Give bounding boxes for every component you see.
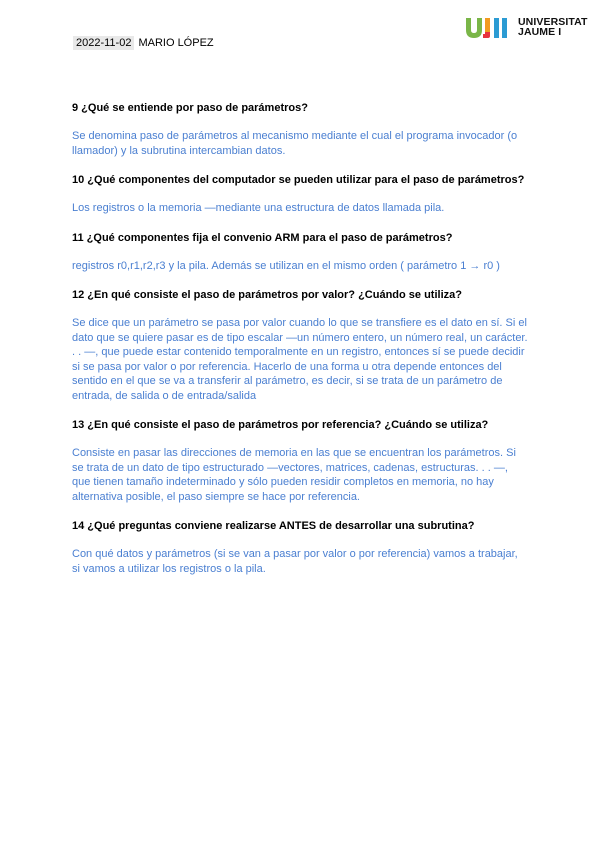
header-author: MARIO LÓPEZ	[138, 37, 214, 49]
answer-11: registros r0,r1,r2,r3 y la pila. Además se utilizan en el mismo orden ( parámetro 1 → r0 )	[72, 259, 500, 272]
document-header	[73, 36, 214, 50]
answer-9: Se denomina paso de parámetros al mecanismo mediante el cual el programa invocador (o llamador) y la subrutina intercambian datos.	[72, 130, 518, 157]
uji-logo-icon	[466, 16, 514, 38]
logo-line-1: UNIVERSITAT	[518, 16, 588, 28]
question-9: 9 ¿Qué se entiende por paso de parámetros?	[72, 102, 308, 114]
answer-14: Con qué datos y parámetros (si se van a pasar por valor o por referencia) vamos a trabajar, si vamos a utilizar los registros o la pila.	[72, 548, 518, 575]
question-13: 13 ¿En qué consiste el paso de parámetros por referencia? ¿Cuándo se utiliza?	[72, 419, 489, 431]
qa-list	[72, 100, 528, 576]
question-11: 11 ¿Qué componentes fija el convenio ARM para el paso de parámetros?	[72, 231, 453, 244]
answer-10: Los registros o la memoria —mediante una estructura de datos llamada pila.	[72, 202, 445, 214]
question-14: 14 ¿Qué preguntas conviene realizarse ANTES de desarrollar una subrutina?	[72, 520, 475, 532]
logo-line-2: JAUME I	[518, 26, 562, 38]
answer-13: Consiste en pasar las direcciones de memoria en las que se encuentran los parámetros. Si se trata de un dato de tipo estructurado —vectores, matrices, cadenas, estructuras. . . —, que tienen tamaño indeterminado y sólo pueden residir completos en memoria, no hay alternativa posible, el paso siempre se hace por referencia.	[72, 447, 516, 503]
question-10: 10 ¿Qué componentes del computador se pueden utilizar para el paso de parámetros?	[72, 174, 525, 186]
university-logo	[466, 16, 588, 38]
header-date: 2022-11-02	[73, 36, 134, 50]
question-12: 12 ¿En qué consiste el paso de parámetros por valor? ¿Cuándo se utiliza?	[72, 289, 462, 301]
answer-12: Se dice que un parámetro se pasa por valor cuando lo que se transfiere es el dato en sí. Si el dato que se quiere pasar es de tipo escalar —un número entero, un número real, un carácter. . . —, que puede estar contenido temporalmente en un registro, entonces sí se puede decidir si se pasa por valor o por referencia. Hacerlo de una forma u otra depende entonces del sentido en el que se va a transferir al parámetro, es decir, si se trata de un parámetro de entrada, de salida o de entrada/salida	[72, 317, 528, 402]
